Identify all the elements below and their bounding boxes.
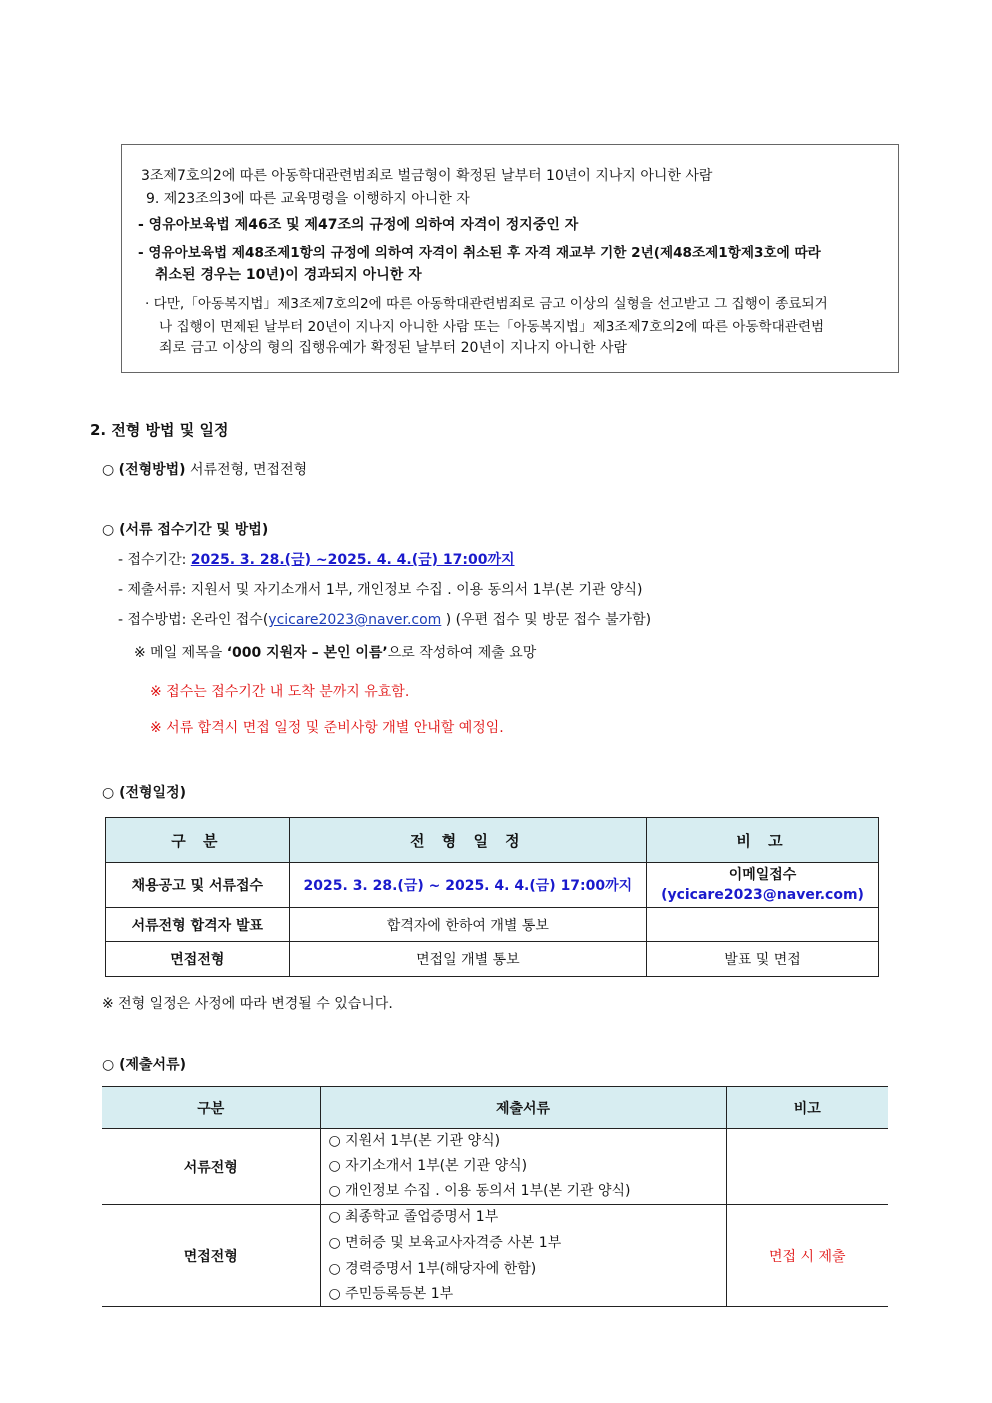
items-cell	[320, 1205, 726, 1307]
stage-cell: 서류전형 합격자 발표	[106, 908, 290, 942]
list-item	[321, 1256, 726, 1282]
header-cell: 비 고	[647, 818, 879, 863]
note-cell: 면접 시 제출	[726, 1205, 888, 1307]
reception-label: (서류 접수기간 및 방법)	[119, 522, 269, 538]
table-header-row	[106, 818, 879, 863]
table-row	[106, 942, 879, 977]
header-cell: 제출서류	[320, 1087, 726, 1129]
box-line-4: - 영유아보육법 제48조제1항의 규정에 의하여 자격이 취소된 후 자격 재교부 기한 2년(제48조제1항제3호에 따라	[138, 245, 821, 261]
date-cell: 2025. 3. 28.(금) ~ 2025. 4. 4.(금) 17:00까지	[289, 863, 646, 908]
note-line: 이메일접수	[728, 866, 797, 883]
note-line: (ycicare2023@naver.com)	[661, 886, 864, 903]
docs-line: - 제출서류: 지원서 및 자기소개서 1부, 개인정보 수집 . 이용 동의서 1부(본 기관 양식)	[118, 582, 643, 598]
table-row	[102, 1129, 888, 1205]
documents-heading	[102, 1054, 186, 1074]
note-bold: ‘000 지원자 – 본인 이름’	[226, 645, 388, 661]
submit-method-line	[118, 609, 651, 629]
bullet-circle: ○	[102, 522, 115, 538]
box-line-6: · 다만,「아동복지법」제3조제7호의2에 따른 아동학대관련범죄로 금고 이상의 실형을 선고받고 그 집행이 종료되거	[145, 296, 828, 312]
box-line-2: 9. 제23조의3에 따른 교육명령을 이행하지 아니한 자	[146, 191, 470, 207]
date-cell: 면접일 개별 통보	[289, 942, 646, 977]
note-cell	[647, 908, 879, 942]
note-cell	[726, 1129, 888, 1205]
box-line-1: 3조제7호의2에 따른 아동학대관련범죄로 벌금형이 확정된 날부터 10년이 지나지 아니한 사람	[141, 168, 713, 184]
item-text: 자기소개서 1부(본 기관 양식)	[345, 1158, 528, 1174]
bullet-circle: ○	[328, 1235, 341, 1251]
list-item	[321, 1282, 726, 1306]
table-row	[102, 1205, 888, 1307]
bullet-circle: ○	[102, 462, 115, 478]
box-line-5: 취소된 경우는 10년)이 경과되지 아니한 자	[155, 267, 422, 283]
bullet-circle: ○	[328, 1133, 341, 1149]
header-cell: 구분	[102, 1087, 320, 1129]
documents-label: (제출서류)	[119, 1057, 186, 1073]
header-cell: 비고	[726, 1087, 888, 1129]
bullet-circle: ○	[328, 1261, 341, 1277]
list-item	[321, 1230, 726, 1256]
table-row	[106, 863, 879, 908]
method-suffix: ) (우편 접수 및 방문 접수 불가함)	[441, 612, 652, 628]
stage-cell: 면접전형	[102, 1205, 320, 1307]
stage-cell: 서류전형	[102, 1129, 320, 1205]
reception-heading	[102, 519, 268, 539]
note-suffix: 으로 작성하여 제출 요망	[387, 645, 537, 661]
schedule-table	[105, 817, 879, 977]
note-cell	[647, 863, 879, 908]
item-text: 경력증명서 1부(해당자에 한함)	[345, 1261, 537, 1277]
item-text: 최종학교 졸업증명서 1부	[345, 1209, 499, 1225]
period-line	[118, 549, 515, 569]
list-item	[321, 1129, 726, 1154]
date-cell: 합격자에 한하여 개별 통보	[289, 908, 646, 942]
email-link[interactable]: ycicare2023@naver.com	[268, 612, 442, 628]
table-row	[106, 908, 879, 942]
item-text: 면허증 및 보육교사자격증 사본 1부	[345, 1235, 562, 1251]
schedule-heading	[102, 782, 186, 802]
item-text: 주민등록등본 1부	[345, 1286, 454, 1302]
documents-table	[102, 1086, 888, 1307]
bullet-circle: ○	[328, 1286, 341, 1302]
list-item	[321, 1154, 726, 1179]
header-cell: 구 분	[106, 818, 290, 863]
item-text: 지원서 1부(본 기관 양식)	[345, 1133, 501, 1149]
bullet-circle: ○	[328, 1183, 341, 1199]
bullet-circle: ○	[102, 785, 115, 801]
mail-title-note	[134, 642, 536, 662]
schedule-label: (전형일정)	[119, 785, 186, 801]
red-note-1: ※ 접수는 접수기간 내 도착 분까지 유효함.	[150, 684, 410, 700]
schedule-footnote: ※ 전형 일정은 사정에 따라 변경될 수 있습니다.	[102, 996, 393, 1012]
item-text: 개인정보 수집 . 이용 동의서 1부(본 기관 양식)	[345, 1183, 631, 1199]
method-prefix: - 접수방법: 온라인 접수(	[118, 612, 269, 628]
bullet-circle: ○	[328, 1209, 341, 1225]
bullet-circle: ○	[102, 1057, 115, 1073]
list-item	[321, 1179, 726, 1204]
bullet-circle: ○	[328, 1158, 341, 1174]
box-line-7: 나 집행이 면제된 날부터 20년이 지나지 아니한 사람 또는「아동복지법」제3조제7호의2에 따른 아동학대관련범	[159, 319, 825, 335]
red-note-2: ※ 서류 합격시 면접 일정 및 준비사항 개별 안내할 예정임.	[150, 720, 504, 736]
stage-cell: 채용공고 및 서류접수	[106, 863, 290, 908]
box-line-8: 죄로 금고 이상의 형의 집행유예가 확정된 날부터 20년이 지나지 아니한 사람	[159, 340, 628, 356]
note-cell: 발표 및 면접	[647, 942, 879, 977]
method-line	[102, 459, 307, 479]
list-item	[321, 1205, 726, 1230]
method-label: (전형방법)	[118, 462, 186, 478]
stage-cell: 면접전형	[106, 942, 290, 977]
period-value: 2025. 3. 28.(금) ~2025. 4. 4.(금) 17:00까지	[190, 552, 515, 568]
table-header-row	[102, 1087, 888, 1129]
header-cell: 전 형 일 정	[289, 818, 646, 863]
method-value: 서류전형, 면접전형	[185, 462, 308, 478]
note-prefix: ※ 메일 제목을	[134, 645, 227, 661]
section-title: 2. 전형 방법 및 일정	[90, 421, 229, 439]
box-line-3: - 영유아보육법 제46조 및 제47조의 규정에 의하여 자격이 정지중인 자	[138, 217, 579, 233]
items-cell	[320, 1129, 726, 1205]
period-prefix: - 접수기간:	[118, 552, 191, 568]
